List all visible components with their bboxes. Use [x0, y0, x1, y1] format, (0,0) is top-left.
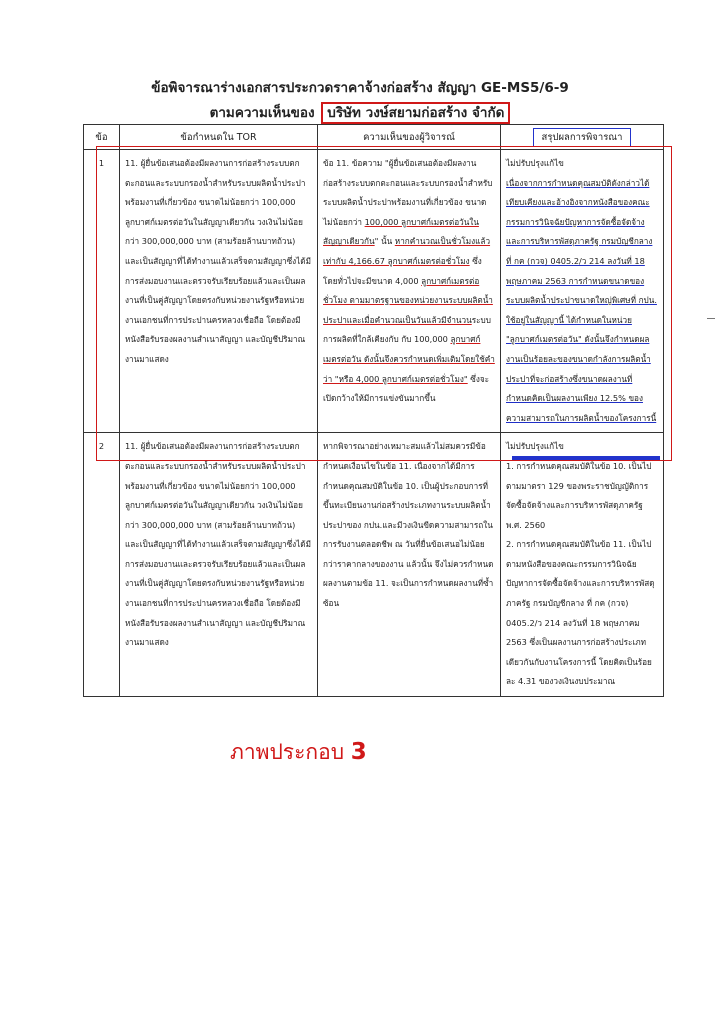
tor-cell: 11. ผู้ยื่นข้อเสนอต้องมีผลงานการก่อสร้างระบบตกตะกอนและระบบกรองน้ำสำหรับระบบผลิตน้ำประปาพร้อมงานที่เกี่ยวข้อง ขนาดไม่น้อยกว่า 100,000 ลูกบาศก์เมตรต่อวันในสัญญาเดียวกัน วงเงินไม่น้อยกว่า 300,000,000 บาท (สามร้อยล้านบาทถ้วน) และเป็นสัญญาที่ได้ทำงานแล้วเสร็จตามสัญญาซึ่งได้มีการส่งมอบงานและตรวจรับเรียบร้อยแล้วและเป็นผลงานที่เป็นคู่สัญญาโดยตรงกับหน่วยงานรัฐหรือหน่วยงานเอกชนที่การประปานครหลวงเชื่อถือ โดยต้องมีหนังสือรับรองผลงานสำเนาสัญญา และบัญชีปริมาณงานมาแสดง	[120, 433, 318, 697]
table-row	[84, 433, 664, 697]
tor-cell: 11. ผู้ยื่นข้อเสนอต้องมีผลงานการก่อสร้างระบบตกตะกอนและระบบกรองน้ำสำหรับระบบผลิตน้ำประปาพร้อมงานที่เกี่ยวข้อง ขนาดไม่น้อยกว่า 100,000 ลูกบาศก์เมตรต่อวันในสัญญาเดียวกัน วงเงินไม่น้อยกว่า 300,000,000 บาท (สามร้อยล้านบาทถ้วน) และเป็นสัญญาที่ได้ทำงานแล้วเสร็จตามสัญญาซึ่งได้มีการส่งมอบงานและตรวจรับเรียบร้อยแล้วและเป็นผลงานที่เป็นคู่สัญญาโดยตรงกับหน่วยงานรัฐหรือหน่วยงานเอกชนที่การประปานครหลวงเชื่อถือ โดยต้องมีหนังสือรับรองผลงานสำเนาสัญญา และบัญชีปริมาณงานมาแสดง	[120, 150, 318, 433]
company-name: บริษัท วงษ์สยามก่อสร้าง จำกัด	[321, 102, 510, 124]
figure-caption	[230, 736, 367, 769]
comment-cell	[318, 150, 501, 433]
red-underlined-text: หากคำนวณเป็นชั่วโมงแล้ว เท่ากับ 4,166.67 ลูกบาศก์เมตรต่อชั่วโมง	[323, 236, 491, 266]
result-cell: ไม่ปรับปรุงแก้ไข 1. การกำหนดคุณสมบัติในข้อ 10. เป็นไปตามมาตรา 129 ของพระราชบัญญัติการจัดซื้อจัดจ้างและการบริหารพัสดุภาครัฐ พ.ศ. 2560 2. การกำหนดคุณสมบัติในข้อ 11. เป็นไปตามหนังสือของคณะกรรมการวินิจฉัยปัญหาการจัดซื้อจัดจ้างและการบริหารพัสดุภาครัฐ กรมบัญชีกลาง ที่ กค (กวจ) 0405.2/ว 214 ลงวันที่ 18 พฤษภาคม 2563 ซึ่งเป็นผลงานการก่อสร้างประเภทเดียวกันกับงานโครงการนี้ โดยคิดเป็นร้อยละ 4.31 ของวงเงินงบประมาณ	[501, 433, 664, 697]
text-segment: ซึ่งจะเปิดกว้างให้มีการแข่งขันมากขึ้น	[323, 373, 490, 404]
header-no: ข้อ	[84, 125, 120, 150]
red-underlined-text: ลูกบาศก์เมตรต่อชั่วโมง ตามมาตรฐานของหน่วยงานระบบผลิตน้ำประปาและเมื่อคำนวณเป็นวันแล้วมีจำนวน	[323, 275, 493, 325]
text-segment: " นั้น	[374, 236, 395, 247]
table-row	[84, 150, 664, 433]
caption-text: ภาพประกอบ	[230, 740, 345, 764]
row-number: 1	[84, 150, 120, 433]
text-segment: ระบบการผลิตที่ใกล้เคียงกับ กับ 100,000	[323, 314, 491, 345]
header-result	[501, 125, 664, 150]
red-underlined-text: ลูกบาศก์เมตรต่อวัน ดังนั้นจึงควรกำหนดเพิ่มเติมโดยใช้คำว่า "หรือ 4,000 ลูกบาศก์เมตรต่อชั่วโมง"	[323, 334, 495, 384]
tor-review-table	[83, 124, 664, 697]
text-segment: ไม่ปรับปรุงแก้ไข	[506, 158, 564, 168]
result-cell	[501, 150, 664, 433]
document-subtitle	[0, 101, 720, 123]
margin-mark	[707, 318, 715, 319]
table-header-row	[84, 125, 664, 150]
row-number: 2	[84, 433, 120, 697]
header-comment: ความเห็นของผู้วิจารณ์	[318, 125, 501, 150]
red-underlined-text: 100,000 ลูกบาศก์เมตรต่อวันในสัญญาเดียวกัน	[323, 216, 479, 247]
subtitle-prefix: ตามความเห็นของ	[209, 105, 315, 121]
header-result-label: สรุปผลการพิจารณา	[533, 128, 632, 147]
header-tor: ข้อกำหนดใน TOR	[120, 125, 318, 150]
document-title: ข้อพิจารณาร่างเอกสารประกวดราคาจ้างก่อสร้าง สัญญา GE-MS5/6-9	[151, 80, 569, 96]
text-segment: ข้อ 11. ข้อความ "ผู้ยื่นข้อเสนอต้องมีผลงานก่อสร้างระบบตกตะกอนและระบบกรองน้ำสำหรับระบบผลิตน้ำประปาพร้อมงานที่เกี่ยวข้อง ขนาดไม่น้อยกว่า	[323, 158, 493, 227]
comment-cell: หากพิจารณาอย่างเหมาะสมแล้วไม่สมควรมีข้อกำหนดเงื่อนไขในข้อ 11. เนื่องจากได้มีการกำหนดคุณสมบัติในข้อ 10. เป็นผู้ประกอบการที่ขึ้นทะเบียนงานก่อสร้างประเภทงานระบบผลิตน้ำประปาของ กปน.และมีวงเงินขีดความสามารถในการรับงานตลอดชีพ ณ วันที่ยื่นข้อเสนอไม่น้อยกว่าราคากลางของงาน แล้วนั้น จึงไม่ควรกำหนดผลงานตามข้อ 11. จะเป็นการกำหนดผลงานที่ซ้ำซ้อน	[318, 433, 501, 697]
caption-number: 3	[350, 739, 367, 765]
blue-underlined-text: เนื่องจากการกำหนดคุณสมบัติดังกล่าวได้เทียบเคียงและอ้างอิงจากหนังสือของคณะกรรมการวินิจฉัยปัญหาการจัดซื้อจัดจ้างและการบริหารพัสดุภาครัฐ กรมบัญชีกลาง ที่ กค (กวจ) 0405.2/ว 214 ลงวันที่ 18 พฤษภาคม 2563 การกำหนดขนาดของระบบผลิตน้ำประปาขนาดใหญ่พิเศษที่ กปน. ใช้อยู่ในสัญญานี้ ได้กำหนดในหน่วย "ลูกบาศก์เมตรต่อวัน" ดังนั้นจึงกำหนดผลงานเป็นร้อยละของขนาดกำลังการผลิตน้ำประปาที่จะก่อสร้างซึ่งขนาดผลงานที่กำหนดคิดเป็นผลงานเพียง 12.5% ของความสามารถในการผลิตน้ำของโครงการนี้	[506, 177, 657, 423]
text-segment: ซึ่งโดยทั่วไปจะมีขนาด 4,000	[323, 255, 482, 286]
blue-highlight-bar	[512, 456, 660, 460]
